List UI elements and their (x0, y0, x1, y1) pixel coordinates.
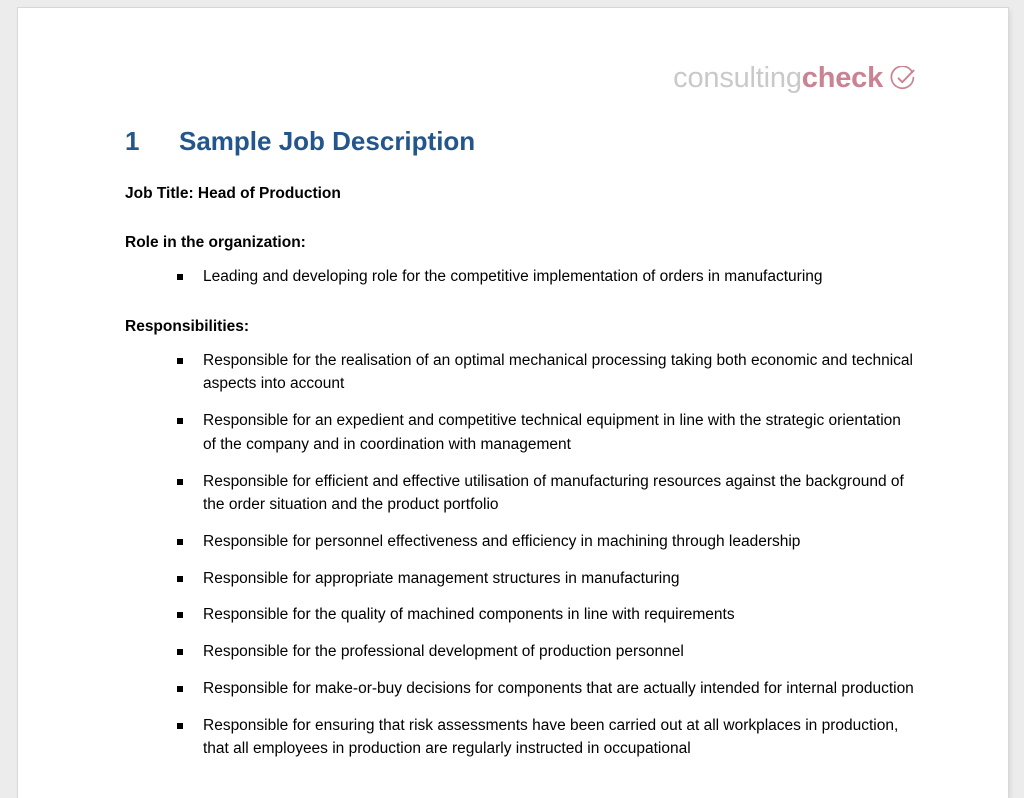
section-label-role: Role in the organization: (125, 234, 306, 252)
list-item (125, 349, 915, 396)
document-page (18, 8, 1008, 798)
bullet-square-icon (177, 539, 183, 545)
list-item (125, 714, 915, 761)
list-item-text: Responsible for personnel effectiveness and efficiency in machining through leadership (203, 533, 801, 550)
heading-number: 1 (125, 126, 140, 156)
bullet-square-icon (177, 418, 183, 424)
logo-text-check: check (801, 62, 883, 94)
job-title-line: Job Title: Head of Production (125, 184, 341, 202)
bullet-square-icon (177, 649, 183, 655)
bullet-square-icon (177, 723, 183, 729)
brand-logo (673, 64, 916, 93)
list-item (125, 603, 915, 627)
list-item-text: Leading and developing role for the competitive implementation of orders in manufacturing (203, 267, 823, 285)
list-item (125, 265, 915, 289)
list-item-text: Responsible for an expedient and competitive technical equipment in line with the strategic orientation of the company and in coordination with management (203, 412, 901, 453)
section-label-responsibilities: Responsibilities: (125, 318, 250, 336)
bullet-square-icon (177, 686, 183, 692)
list-item (125, 530, 915, 554)
responsibilities-bullet-list (125, 349, 915, 761)
list-item (125, 567, 915, 591)
list-item-text: Responsible for the realisation of an optimal mechanical processing taking both economic and technical aspects into account (203, 351, 913, 393)
bullet-square-icon (177, 612, 183, 618)
list-item-text: Responsible for ensuring that risk assessments have been carried out at all workplaces in production, that all employees in production are regularly instructed in occupational (203, 716, 899, 758)
logo-text-consulting: consulting (673, 62, 802, 94)
heading-text: Sample Job Description (179, 126, 476, 156)
list-item-text: Responsible for the quality of machined components in line with requirements (203, 606, 735, 624)
list-item (125, 470, 915, 517)
bullet-square-icon (177, 358, 183, 364)
bullet-square-icon (177, 274, 183, 280)
list-item-text: Responsible for the professional development of production personnel (203, 643, 684, 661)
list-item-text: Responsible for efficient and effective utilisation of manufacturing resources against the background of the order situation and the product portfolio (203, 472, 904, 514)
bullet-square-icon (177, 576, 183, 582)
list-item-text: Responsible for appropriate management structures in manufacturing (203, 569, 680, 587)
document-body (125, 126, 915, 761)
circle-check-icon (890, 66, 916, 92)
list-item (125, 409, 915, 456)
list-item (125, 640, 915, 664)
bullet-square-icon (177, 479, 183, 485)
page-title (125, 126, 915, 158)
role-bullet-list (125, 265, 915, 289)
list-item (125, 677, 915, 701)
list-item-text: Responsible for make-or-buy decisions for components that are actually intended for internal production (203, 679, 914, 697)
